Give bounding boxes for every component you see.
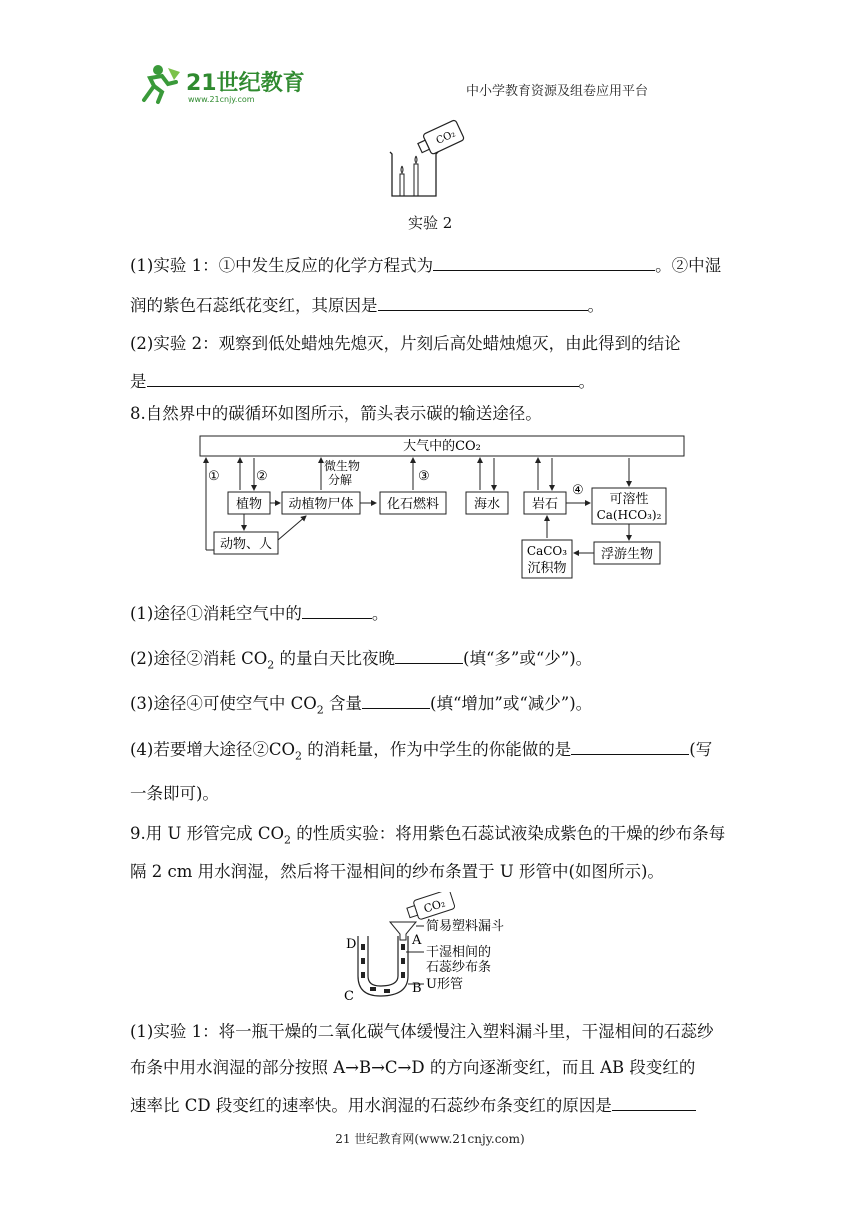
q9-stem-line2: 隔 2 cm 用水润湿，然后将干湿相间的纱布条置于 U 形管中(如图所示)。 <box>130 862 664 881</box>
svg-text:石蕊纱布条: 石蕊纱布条 <box>426 960 492 975</box>
q7-part1-line1: (1)实验 1：①中发生反应的化学方程式为 。②中湿 <box>130 252 730 278</box>
svg-text:①: ① <box>208 469 220 484</box>
platform-name: 中小学教育资源及组卷应用平台 <box>466 84 649 99</box>
q7-part2-line2: 是 。 <box>130 368 730 394</box>
svg-text:岩石: 岩石 <box>531 497 559 512</box>
svg-text:大气中的CO₂: 大气中的CO₂ <box>403 439 481 454</box>
q8-sub2: (2)途径②消耗 $CO_2$ 的量白天比夜晚 (填“多”或“少”)。 <box>130 645 730 677</box>
svg-text:②: ② <box>256 469 268 484</box>
q8-sub3: (3)途径④可使空气中 $CO_2$ 含量 (填“增加”或“减少”)。 <box>130 690 730 722</box>
q8-sub1: (1)途径①消耗空气中的 。 <box>130 600 730 626</box>
q9-part1-line2: 布条中用水润湿的部分按照 A→B→C→D 的方向逐渐变红，而且 AB 段变红的 <box>130 1058 696 1077</box>
q8-sub4-line1: (4)若要增大途径$②CO_2$ 的消耗量，作为中学生的你能做的是 (写 <box>130 736 730 768</box>
svg-text:B: B <box>412 981 422 996</box>
svg-text:④: ④ <box>572 483 584 498</box>
svg-text:简易塑料漏斗: 简易塑料漏斗 <box>426 919 505 934</box>
q7-part2-line1: (2)实验 2：观察到低处蜡烛先熄灭，片刻后高处蜡烛熄灭，由此得到的结论 <box>130 334 681 353</box>
answer-blank[interactable] <box>433 252 655 271</box>
svg-text:www.21cnjy.com: www.21cnjy.com <box>188 95 255 104</box>
answer-blank[interactable] <box>612 1092 696 1111</box>
co2-bottle-icon <box>415 120 464 159</box>
svg-text:U形管: U形管 <box>426 977 463 992</box>
q9-part1-line1: (1)实验 1：将一瓶干燥的二氧化碳气体缓慢注入塑料漏斗里，干湿相间的石蕊纱 <box>130 1022 714 1041</box>
svg-text:A: A <box>412 933 422 948</box>
site-logo <box>138 62 308 106</box>
co2-bottle-icon <box>405 892 455 922</box>
candle-icon <box>398 156 422 196</box>
experiment2-caption: 实验 2 <box>408 214 453 232</box>
q8-stem: 8.自然界中的碳循环如图所示，箭头表示碳的输送途径。 <box>130 404 542 423</box>
svg-text:C: C <box>344 989 354 1004</box>
svg-text:干湿相间的: 干湿相间的 <box>426 945 492 960</box>
answer-blank[interactable] <box>147 368 579 387</box>
u-tube-diagram <box>340 892 530 1008</box>
answer-blank[interactable] <box>395 645 463 664</box>
svg-text:CO₂: CO₂ <box>434 128 458 147</box>
svg-text:CO₂: CO₂ <box>422 896 447 916</box>
q9-part1-line3: 速率比 CD 段变红的速率快。用水润湿的石蕊纱布条变红的原因是 <box>130 1092 730 1118</box>
answer-blank[interactable] <box>378 292 588 311</box>
svg-text:21世纪教育: 21世纪教育 <box>186 71 305 96</box>
q7-part1-line2: 润的紫色石蕊纸花变红，其原因是 。 <box>130 292 730 318</box>
svg-text:③: ③ <box>418 469 430 484</box>
svg-text:分解: 分解 <box>328 473 353 487</box>
svg-text:浮游生物: 浮游生物 <box>600 547 654 562</box>
q9-stem-line1: 9.用 U 形管完成 $CO_2$ 的性质实验：将用紫色石蕊试液染成紫色的干燥的纱布条每 <box>130 824 726 847</box>
svg-text:D: D <box>346 937 357 952</box>
answer-blank[interactable] <box>302 600 372 619</box>
carbon-cycle-diagram <box>196 432 686 586</box>
svg-text:可溶性: 可溶性 <box>609 492 649 507</box>
runner-icon <box>144 65 180 102</box>
page-footer: 21 世纪教育网(www.21cnjy.com) <box>335 1132 525 1146</box>
u-tube-icon <box>358 936 408 996</box>
svg-text:化石燃料: 化石燃料 <box>386 497 440 512</box>
svg-text:CaCO₃: CaCO₃ <box>526 544 568 558</box>
q8-sub4-line2: 一条即可)。 <box>130 784 219 803</box>
svg-text:动植物尸体: 动植物尸体 <box>288 497 354 512</box>
svg-text:沉积物: 沉积物 <box>527 561 567 576</box>
svg-text:Ca(HCO₃)₂: Ca(HCO₃)₂ <box>596 508 662 522</box>
svg-text:海水: 海水 <box>473 497 501 512</box>
svg-text:植物: 植物 <box>235 497 263 512</box>
svg-text:动物、人: 动物、人 <box>219 537 273 552</box>
answer-blank[interactable] <box>571 736 689 755</box>
experiment2-figure <box>384 118 474 206</box>
answer-blank[interactable] <box>362 690 430 709</box>
svg-text:微生物: 微生物 <box>324 459 361 473</box>
